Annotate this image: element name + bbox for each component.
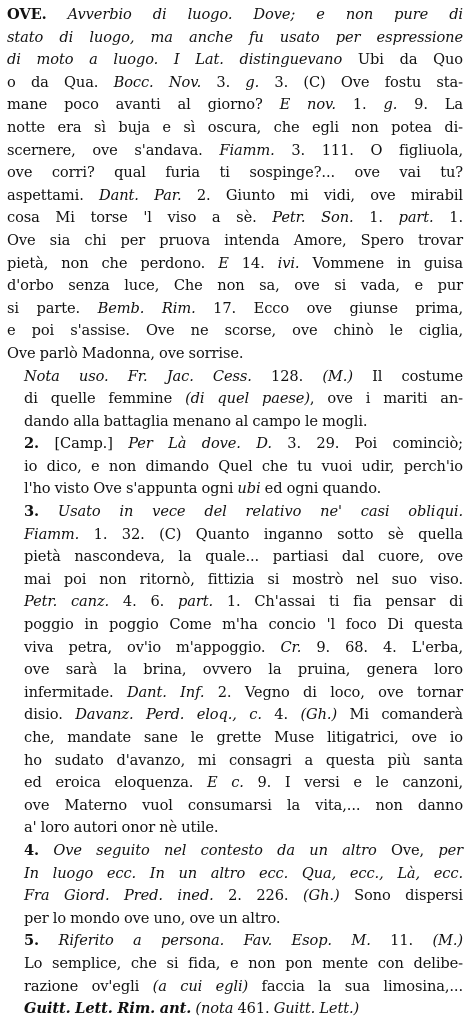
text-line: [7, 207, 463, 230]
text-line: [7, 908, 463, 931]
dictionary-entry-ove: [7, 4, 463, 1021]
text-run: (Gh.): [302, 887, 340, 905]
text-line: [7, 614, 463, 637]
text-run: Ove seguito nel contesto da un altro: [53, 841, 377, 859]
text-run: Bemb. Rim.: [97, 299, 196, 317]
text-run: Guitt. Lett. Rim. ant.: [24, 1000, 192, 1018]
text-run: Fra Giord. Pred. ined.: [24, 887, 214, 905]
text-line: [7, 863, 463, 886]
text-run: poggio in poggio Come m'ha concio 'l foco Di questa: [24, 616, 463, 634]
sense-main: [7, 4, 463, 366]
text-line: [7, 930, 463, 953]
text-run: 1.: [433, 209, 463, 227]
sense-4: [7, 840, 463, 930]
text-run: di quelle femmine: [24, 390, 186, 408]
text-run: Petr. canz.: [24, 593, 110, 611]
text-line: [7, 185, 463, 208]
text-line: [7, 569, 463, 592]
text-line: [7, 885, 463, 908]
headword: OVE.: [7, 6, 47, 23]
text-run: 5.: [24, 932, 40, 950]
text-run: E c.: [207, 774, 244, 792]
text-run: (M.): [322, 367, 353, 385]
text-line: [7, 637, 463, 660]
text-run: Fiamm.: [219, 141, 275, 159]
text-line: [7, 795, 463, 818]
text-run: o da Qua.: [7, 73, 114, 91]
text-run: Ove sia chi per pruova intenda Amore, Spero trovar: [7, 231, 463, 249]
text-line: [7, 704, 463, 727]
text-run: Davanz. Perd. eloq., c.: [75, 706, 262, 724]
text-run: infermitade.: [24, 683, 127, 701]
text-run: [Camp.]: [39, 435, 129, 453]
text-run: 2. 226.: [213, 887, 303, 905]
text-run: ed ogni quando.: [260, 480, 382, 498]
text-run: ubi: [237, 480, 261, 498]
text-run: ove corri? qual furia ti sospinge?... ove vai tu?: [7, 164, 463, 182]
text-run: faccia la sua limosina,...: [248, 977, 463, 995]
text-run: 2. Vegno di loco, ove tornar: [204, 683, 463, 701]
text-line: [7, 49, 463, 72]
text-run: razione ov'egli: [24, 977, 153, 995]
text-run: 2.: [24, 435, 40, 453]
sense-3: [7, 501, 463, 840]
text-line: [7, 366, 463, 389]
text-run: stato di luogo, ma anche fu usato per espressione: [7, 28, 463, 46]
text-run: ove Materno vuol consumarsi la vita,... non danno: [24, 796, 463, 814]
text-line: [7, 524, 463, 547]
text-run: mane poco avanti al giorno?: [7, 96, 280, 114]
text-line: [7, 817, 463, 840]
text-run: (di quel paese): [185, 390, 310, 408]
text-run: io dico, e non dimando Quel che tu vuoi udir, perch'io: [24, 457, 463, 475]
text-run: , ove i mariti an-: [309, 390, 463, 408]
text-run: pietà, non che perdono.: [7, 254, 219, 272]
text-run: 3.: [24, 503, 40, 521]
text-run: Ubi da Quo: [342, 51, 463, 69]
text-run: pietà nascondeva, la quale... partiasi dal cuore, ove: [24, 548, 463, 566]
text-run: 17. Ecco ove giunse prima,: [195, 299, 463, 317]
text-run: Dant. Par.: [99, 186, 182, 204]
text-run: Fiamm.: [24, 525, 80, 543]
text-line: [7, 388, 463, 411]
text-line: [7, 750, 463, 773]
text-run: [39, 932, 58, 949]
text-run: 9. 68. 4. L'erba,: [301, 638, 463, 656]
text-run: scernere, ove s'andava.: [7, 141, 220, 159]
text-run: ho sudato d'avanzo, mi consagri a questa più santa: [24, 751, 463, 769]
text-run: mai poi non ritornò, fittizia si mostrò nel suo viso.: [24, 570, 463, 588]
text-run: 1. Ch'assai ti fia pensar di: [213, 593, 463, 611]
text-run: g.: [383, 96, 398, 114]
text-line: [7, 162, 463, 185]
text-run: 14.: [228, 254, 278, 272]
text-run: part.: [398, 209, 434, 227]
text-line: [7, 478, 463, 501]
text-line: [7, 411, 463, 434]
text-run: dando alla battaglia menano al campo le mogli.: [24, 412, 368, 430]
text-run: Ove parlò Madonna, ove sorrise.: [7, 344, 244, 362]
text-run: ove sarà la brina, ovvero la pruina, genera loro: [24, 661, 463, 679]
text-run: si parte.: [7, 299, 98, 317]
text-run: 128.: [251, 367, 323, 385]
text-run: 4. 6.: [109, 593, 178, 611]
text-line: [7, 343, 463, 366]
text-line: [7, 682, 463, 705]
text-run: Vommene in guisa: [299, 254, 463, 272]
text-run: Per Là dove. D.: [128, 435, 272, 453]
text-line: [7, 953, 463, 976]
text-run: Petr. Son.: [272, 209, 354, 227]
text-run: (nota: [195, 1000, 234, 1018]
text-run: ed eroica eloquenza.: [24, 774, 207, 792]
text-run: 1.: [353, 209, 399, 227]
text-run: 3.: [201, 73, 246, 91]
text-run: Riferito a persona. Fav. Esop. M.: [58, 932, 371, 950]
text-run: cosa Mi torse 'l viso a sè.: [7, 209, 273, 227]
text-run: che, mandate sane le grette Muse litigatrici, ove io: [24, 729, 463, 746]
text-run: disio.: [24, 706, 76, 724]
text-line: [7, 27, 463, 50]
text-run: Nota uso. Fr. Jac. Cess.: [24, 367, 252, 385]
text-run: Cr.: [280, 638, 302, 656]
text-run: 2. Giunto mi vidi, ove mirabil: [181, 186, 463, 204]
text-run: Avverbio di luogo. Dove; e non pure di: [67, 6, 464, 23]
text-run: Il costume: [352, 367, 464, 385]
text-line: [7, 433, 463, 456]
text-run: Dant. Inf.: [126, 683, 205, 701]
text-run: [47, 6, 68, 23]
text-run: E: [218, 254, 229, 272]
text-run: aspettami.: [7, 186, 100, 204]
text-run: E nov.: [279, 96, 336, 114]
sense-5: [7, 930, 463, 1020]
text-line: [7, 117, 463, 140]
text-run: 3. 111. O figliuola,: [274, 141, 463, 159]
text-run: Sono dispersi: [339, 887, 463, 905]
text-line: [7, 298, 463, 321]
text-run: (Gh.): [300, 706, 338, 724]
text-line: [7, 501, 463, 524]
text-run: Lo semplice, che si fida, e non pon mente con delibe-: [24, 954, 463, 972]
text-run: 9. I versi e le canzoni,: [243, 774, 463, 792]
text-line: [7, 976, 463, 999]
text-run: 9. La: [397, 96, 463, 114]
sense-2: [7, 433, 463, 501]
text-run: Ove,: [376, 841, 439, 859]
text-run: 4.: [261, 706, 301, 724]
text-run: 11.: [370, 932, 433, 950]
text-run: 3. 29. Poi cominciò;: [271, 435, 463, 453]
text-run: l'ho visto Ove s'appunta ogni: [24, 480, 238, 498]
text-line: [7, 320, 463, 343]
text-run: di moto a luogo. I Lat. distinguevano: [7, 51, 343, 69]
text-line: [7, 140, 463, 163]
text-line: [7, 546, 463, 569]
text-run: per lo mondo ove uno, ove un altro.: [24, 909, 281, 927]
text-line: [7, 230, 463, 253]
text-run: part.: [177, 593, 214, 611]
text-run: g.: [245, 73, 260, 91]
text-run: Usato in vece del relativo ne' casi obliqui.: [57, 503, 463, 521]
text-run: Guitt. Lett.): [273, 1000, 360, 1018]
text-run: 4.: [24, 841, 40, 859]
text-line: [7, 72, 463, 95]
sense-usage-note: [7, 366, 463, 434]
text-run: Mi comanderà: [337, 706, 464, 724]
text-run: e poi s'assise. Ove ne scorse, ove chinò le ciglia,: [7, 322, 463, 340]
text-run: [39, 503, 58, 520]
text-line: [7, 840, 463, 863]
text-line: [7, 659, 463, 682]
text-line: [7, 4, 463, 27]
text-line: [7, 591, 463, 614]
text-line: [7, 772, 463, 795]
text-run: viva petra, ov'io m'appoggio.: [24, 638, 281, 656]
text-line: [7, 456, 463, 479]
text-run: (a cui egli): [152, 977, 249, 995]
text-run: 1.: [335, 96, 384, 114]
text-run: 1. 32. (C) Quanto inganno sotto sè quella: [79, 525, 463, 543]
text-run: ivi.: [277, 254, 300, 272]
text-line: [7, 275, 463, 298]
text-line: [7, 253, 463, 276]
text-run: notte era sì buja e sì oscura, che egli non potea di-: [7, 118, 463, 136]
text-run: a' loro autori onor nè utile.: [24, 819, 219, 837]
text-line: [7, 727, 463, 750]
text-run: 3. (C) Ove fostu sta-: [259, 73, 463, 91]
text-run: 461.: [233, 1000, 274, 1018]
text-run: per: [438, 841, 463, 859]
text-line: [7, 998, 463, 1021]
text-run: In luogo ecc. In un altro ecc. Qua, ecc., Là, ecc.: [24, 864, 463, 882]
text-line: [7, 94, 463, 117]
text-run: d'orbo senza luce, Che non sa, ove si vada, e pur: [7, 277, 463, 295]
text-run: (M.): [432, 932, 464, 950]
text-run: Bocc. Nov.: [113, 73, 202, 91]
text-run: [39, 842, 53, 859]
